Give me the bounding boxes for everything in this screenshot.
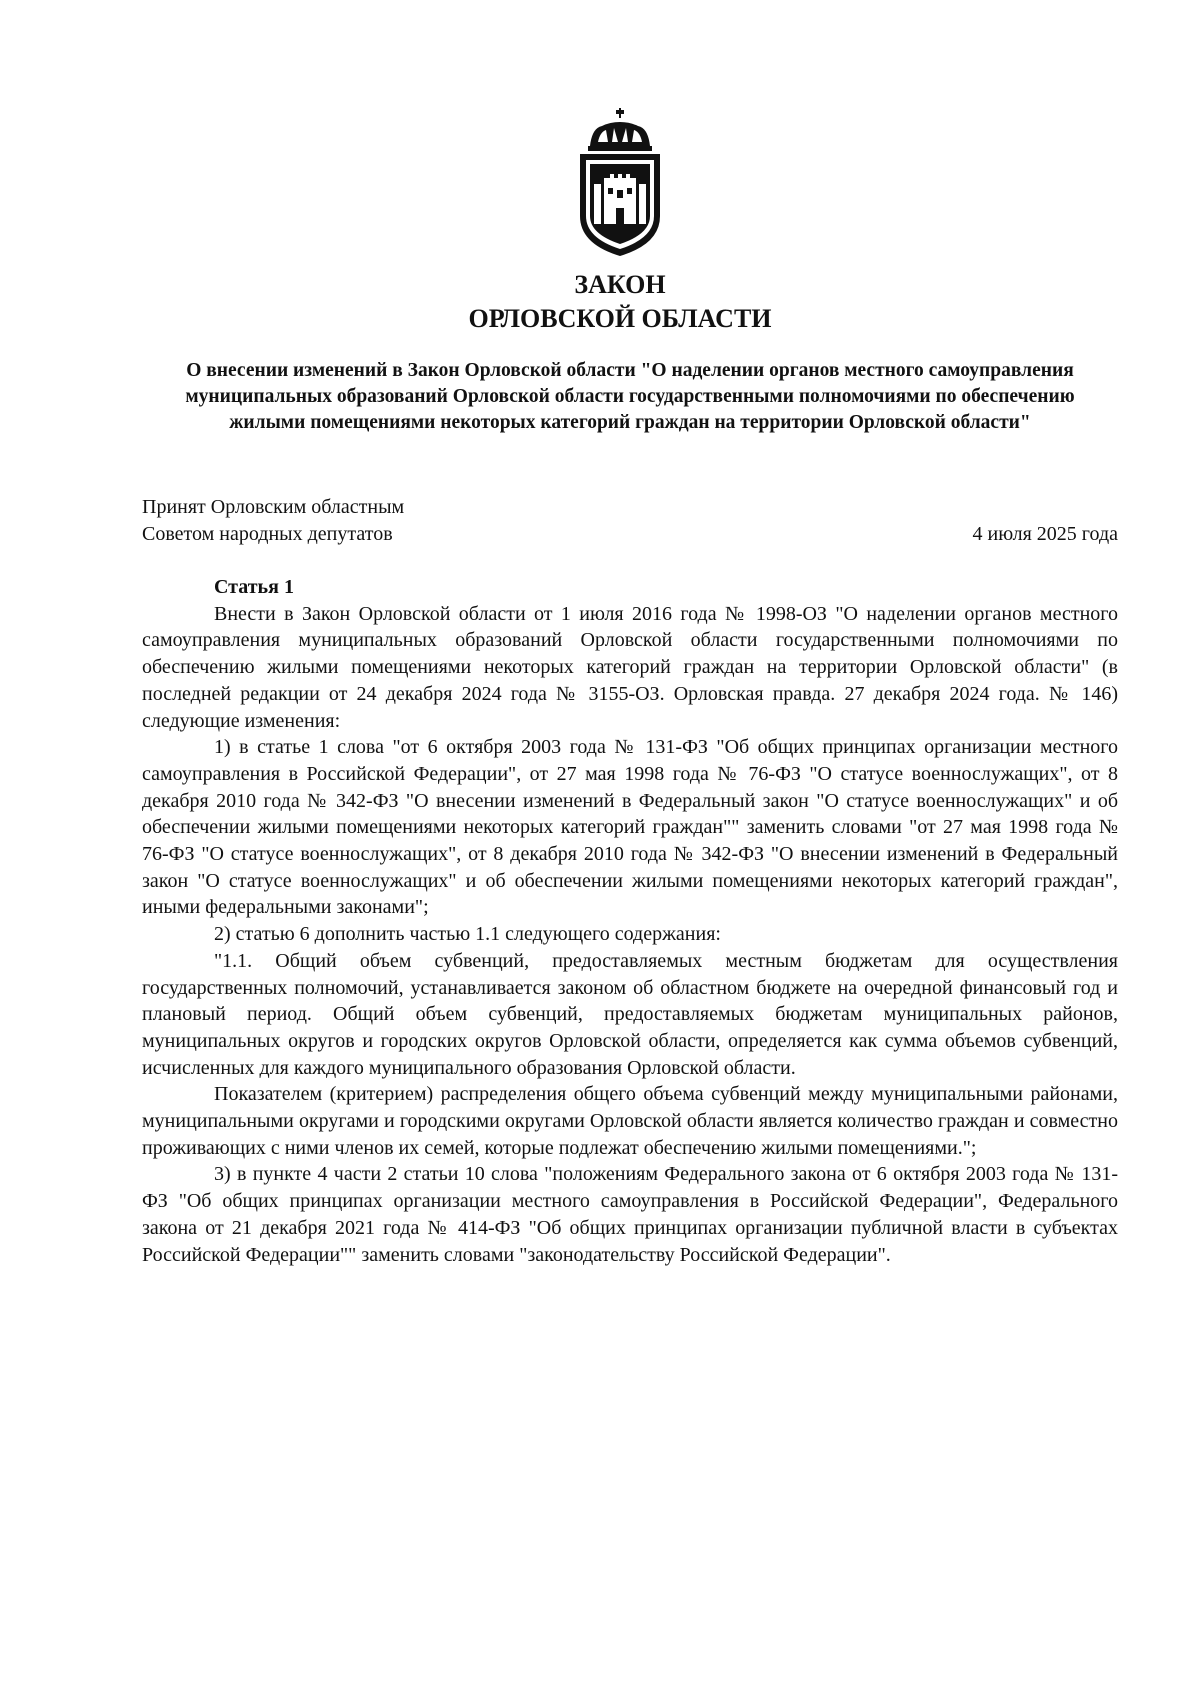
adopted-by-line-1: Принят Орловским областным [142,496,405,518]
article-paragraph: 2) статью 6 дополнить частью 1.1 следующего содержания: [214,923,721,946]
article-paragraph: "1.1. Общий объем субвенций, предоставляемых местным бюджетам для осуществления государственных полномочий, устанавливается законом об областном бюджете на очередной финансовый год и плановый период. Общий объем субвенций, предоставляемых бюджетам муниципальных районов, муниципальных округов и городских округов Орловской области, определяется как сумма объемов субвенций, исчисленных для каждого муниципального образования Орловской области. [142,949,1118,1079]
article-paragraph: 3) в пункте 4 части 2 статьи 10 слова "положениям Федерального закона от 6 октября 2003 года № 131-ФЗ "Об общих принципах организации местного самоуправления в Российской Федерации", Федерального закона от 21 декабря 2021 года № 414-ФЗ "Об общих принципах организации публичной власти в субъектах Российской Федерации"" заменить словами "законодательству Российской Федерации". [142,1163,1118,1266]
article-paragraph: Показателем (критерием) распределения общего объема субвенций между муниципальными районами, муниципальными округами и городскими округами Орловской области является количество граждан и совместно проживающих с ними членов их семей, которые подлежат обеспечению жилыми помещениями."; [142,1083,1118,1159]
law-title [0,268,1200,336]
coat-of-arms-icon [570,108,670,258]
law-body [142,574,1118,1268]
article-heading: Статья 1 [214,576,294,598]
adopted-by-line-2: Советом народных депутатов [142,523,393,545]
article-paragraph: Внести в Закон Орловской области от 1 июля 2016 года № 1998-ОЗ "О наделении органов местного самоуправления муниципальных образований Орловской области государственными полномочиями по обеспечению жилыми помещениями некоторых категорий граждан на территории Орловской области" (в последней редакции от 24 декабря 2024 года № 3155-ОЗ. Орловская правда. 27 декабря 2024 года. № 146) следующие изменения: [142,602,1118,732]
law-title-line-1: ЗАКОН [574,270,666,299]
article-paragraph: 1) в статье 1 слова "от 6 октября 2003 года № 131-ФЗ "Об общих принципах организации местного самоуправления в Российской Федерации", от 27 мая 1998 года № 76-ФЗ "О статусе военнослужащих", от 8 декабря 2010 года № 342-ФЗ "О внесении изменений в Федеральный закон "О статусе военнослужащих" и об обеспечении жилыми помещениями некоторых категорий граждан"" заменить словами "от 27 мая 1998 года № 76-ФЗ "О статусе военнослужащих", от 8 декабря 2010 года № 342-ФЗ "О внесении изменений в Федеральный закон "О статусе военнослужащих" и об обеспечении жилыми помещениями некоторых категорий граждан", иными федеральными законами"; [142,736,1118,919]
adoption-info [142,494,404,548]
law-title-line-2: ОРЛОВСКОЙ ОБЛАСТИ [468,304,772,333]
law-subject: О внесении изменений в Закон Орловской области "О наделении органов местного самоуправления муниципальных образований Орловской области государственными полномочиями по обеспечению жилыми помещениями некоторых категорий граждан на территории Орловской области" [185,360,1075,433]
adoption-date: 4 июля 2025 года [972,523,1118,545]
